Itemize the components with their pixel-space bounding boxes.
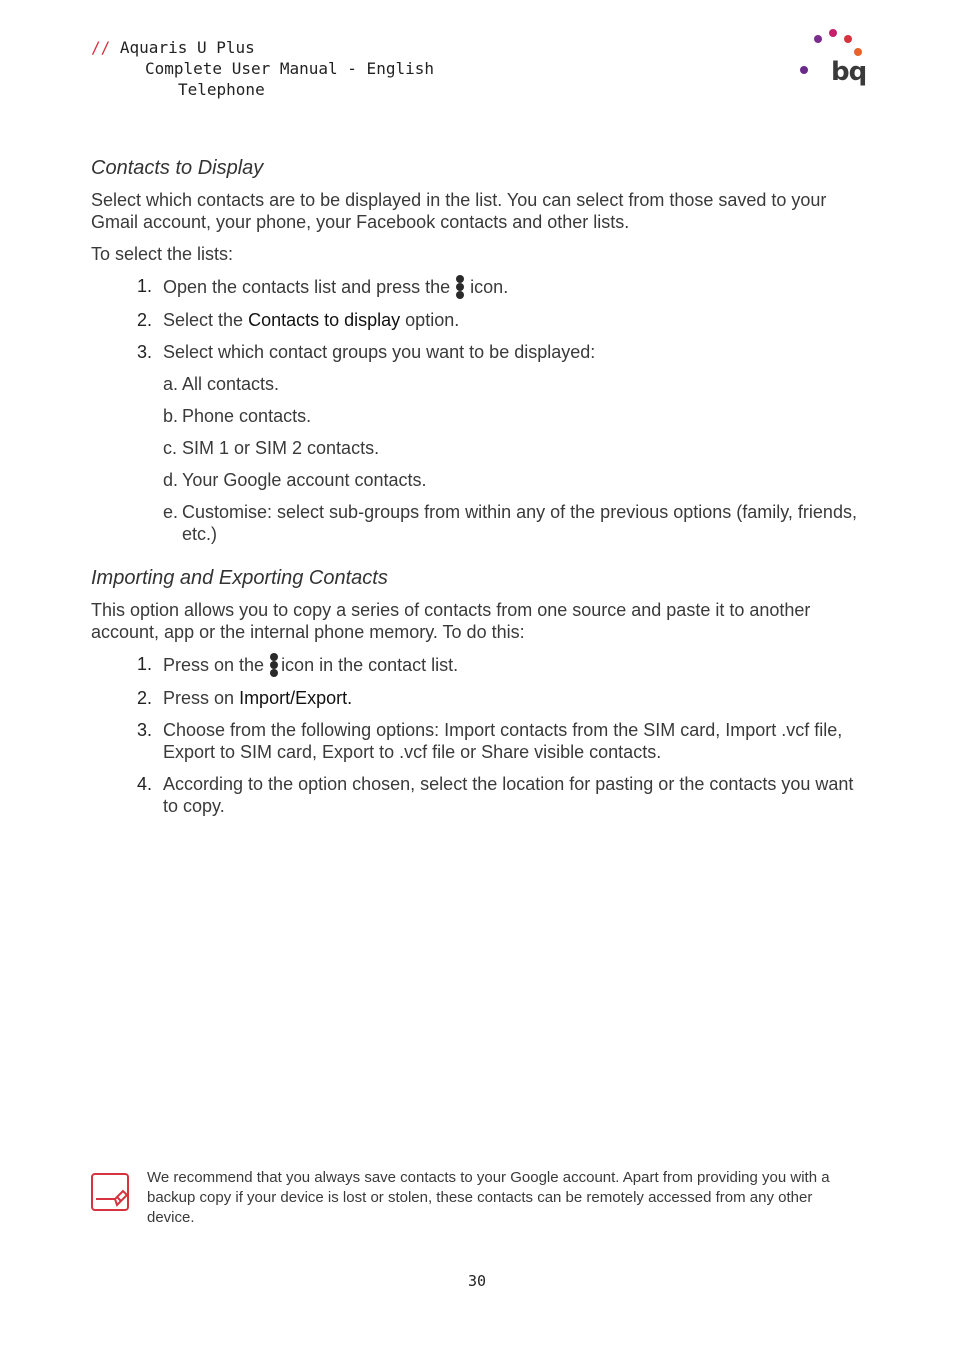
list-item — [91, 373, 864, 395]
step-emphasis: Contacts to display — [248, 310, 401, 330]
list-item — [91, 341, 864, 363]
step-text: Choose from the following options: Import contacts from the SIM card, Import .vcf file, Export to SIM card, Export to .vcf file or Share visible contacts. — [163, 720, 843, 762]
section2-steps — [91, 653, 864, 817]
logo-dot — [854, 48, 862, 56]
step-text: Select the — [163, 310, 244, 330]
step-number: 4. — [137, 774, 153, 794]
section2-intro: This option allows you to copy a series of contacts from one source and paste it to another account, app or the internal phone memory. To do this: — [91, 600, 811, 642]
page-content — [91, 155, 864, 827]
list-item — [91, 773, 864, 817]
logo-dot — [800, 66, 808, 74]
step-number: 3. — [137, 720, 153, 740]
list-item — [91, 719, 864, 763]
header-line-2: Complete User Manual - English — [145, 59, 434, 78]
more-options-icon — [456, 275, 464, 299]
logo-dot — [844, 35, 852, 43]
header-line-1 — [91, 37, 434, 58]
step-emphasis: Import/Export. — [239, 688, 353, 708]
step-text: According to the option chosen, select the location for pasting or the contacts you want to copy. — [163, 774, 854, 816]
step-text: Open the contacts list and press the — [163, 277, 451, 297]
step-number: 3. — [137, 342, 153, 362]
option-letter: d. — [163, 470, 179, 490]
header-product: Aquaris U Plus — [119, 38, 255, 57]
document-header — [91, 37, 434, 100]
step-text: Select which contact groups you want to be displayed: — [163, 342, 596, 362]
step-text: icon in the contact list. — [281, 655, 459, 675]
option-letter: b. — [163, 406, 179, 426]
page-number: 30 — [467, 1272, 487, 1290]
step-number: 1. — [137, 654, 153, 674]
recommendation-note — [91, 1168, 864, 1228]
section1-lead: To select the lists: — [91, 244, 234, 264]
option-text: SIM 1 or SIM 2 contacts. — [182, 438, 380, 458]
step-number: 2. — [137, 310, 153, 330]
logo-dot — [829, 29, 837, 37]
list-item — [91, 653, 864, 677]
step-number: 1. — [137, 276, 153, 296]
list-item — [91, 405, 864, 427]
step-text: Press on the — [163, 655, 265, 675]
option-text: Customise: select sub-groups from within any of the previous options (family, friends, etc.) — [182, 502, 857, 544]
note-pencil-icon — [91, 1173, 129, 1211]
logo-dot — [814, 35, 822, 43]
step-text: Press on — [163, 688, 235, 708]
note-text: We recommend that you always save contacts to your Google account. Apart from providing you with a backup copy if your device is lost or stolen, these contacts can be remotely accessed from any other device. — [147, 1169, 830, 1226]
list-item — [91, 275, 864, 299]
bq-logo — [795, 26, 865, 96]
list-item — [91, 437, 864, 459]
more-options-icon — [270, 653, 278, 677]
section-importing-exporting — [91, 565, 864, 817]
logo-text: bq — [831, 57, 867, 87]
section1-steps — [91, 275, 864, 363]
option-letter: a. — [163, 374, 179, 394]
list-item — [91, 309, 864, 331]
step-text: icon. — [470, 277, 509, 297]
option-text: All contacts. — [182, 374, 280, 394]
list-item — [91, 687, 864, 709]
section-title-contacts-to-display: Contacts to Display — [91, 157, 264, 179]
list-item — [91, 469, 864, 491]
step-number: 2. — [137, 688, 153, 708]
option-letter: e. — [163, 502, 179, 522]
section1-options — [91, 373, 864, 545]
option-text: Your Google account contacts. — [182, 470, 427, 490]
section1-intro: Select which contacts are to be displayed in the list. You can select from those saved to your Gmail account, your phone, your Facebook contacts and other lists. — [91, 190, 827, 232]
option-text: Phone contacts. — [182, 406, 312, 426]
option-letter: c. — [163, 438, 178, 458]
section-title-importing-exporting: Importing and Exporting Contacts — [91, 567, 388, 589]
header-line-3: Telephone — [178, 80, 265, 99]
step-text: option. — [405, 310, 460, 330]
header-slashes: // — [91, 38, 111, 57]
list-item — [91, 501, 864, 545]
